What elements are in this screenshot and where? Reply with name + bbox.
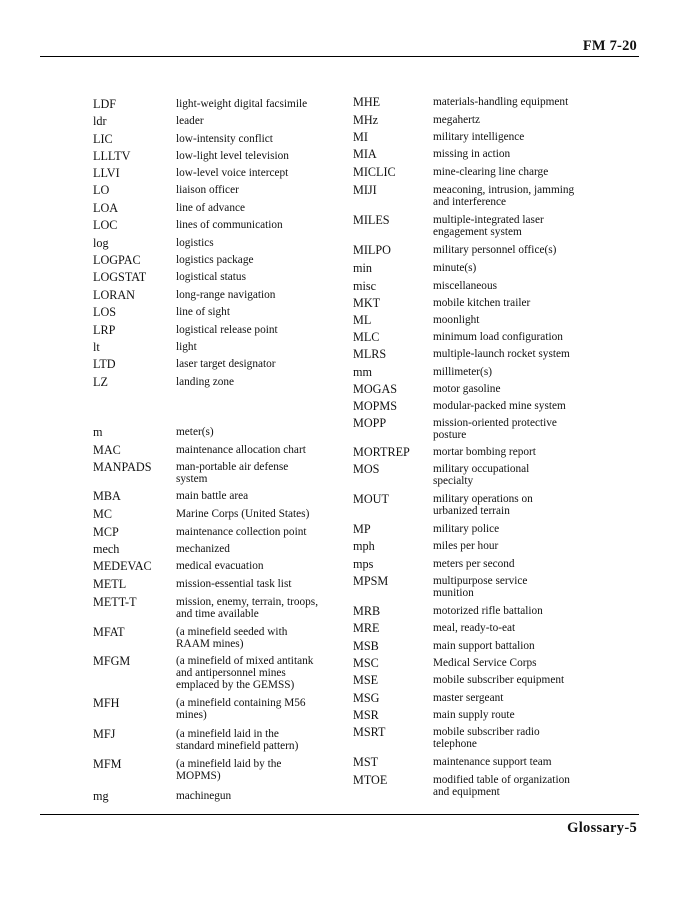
glossary-term: LRP: [93, 323, 116, 337]
glossary-definition: [176, 655, 313, 691]
glossary-definition-line: line of advance: [176, 202, 246, 214]
glossary-definition-line: (a minefield of mixed antitank: [176, 655, 314, 667]
glossary-definition: [433, 96, 568, 108]
glossary-definition: [433, 463, 529, 487]
glossary-term: mps: [353, 557, 374, 571]
glossary-definition: [176, 184, 239, 196]
glossary-definition-line: and time available: [176, 608, 259, 620]
glossary-definition-line: maintenance collection point: [176, 526, 307, 538]
glossary-definition-line: maintenance support team: [433, 756, 552, 768]
glossary-definition-line: master sergeant: [433, 692, 504, 704]
glossary-term: log: [93, 236, 109, 250]
glossary-definition-line: military police: [433, 523, 500, 535]
glossary-definition: [176, 560, 264, 572]
glossary-term: MRB: [353, 604, 381, 618]
glossary-definition: [433, 774, 570, 798]
glossary-definition: [176, 758, 281, 782]
glossary-definition-line: military intelligence: [433, 131, 525, 143]
glossary-definition: [176, 202, 245, 214]
glossary-term: MFH: [93, 696, 120, 710]
glossary-definition-line: materials-handling equipment: [433, 96, 569, 108]
glossary-term: MFGM: [93, 654, 131, 668]
page-footer-label: Glossary-5: [567, 820, 637, 836]
glossary-definition-line: leader: [176, 115, 204, 127]
glossary-definition: [433, 331, 563, 343]
glossary-term: MI: [353, 130, 368, 144]
glossary-definition: [433, 558, 515, 570]
glossary-term: MSRT: [353, 725, 386, 739]
glossary-term: MFM: [93, 757, 122, 771]
glossary-term: LOGPAC: [93, 253, 141, 267]
glossary-term: MSE: [353, 673, 379, 687]
glossary-term: mph: [353, 539, 375, 553]
glossary-term: MFAT: [93, 625, 125, 639]
glossary-definition: [176, 271, 246, 283]
glossary-definition-line: MOPMS): [176, 770, 221, 782]
glossary-definition-line: (a minefield laid in the: [176, 728, 279, 740]
glossary-definition: [433, 383, 500, 395]
glossary-term: LLLTV: [93, 149, 131, 163]
glossary-definition-line: lines of communication: [176, 219, 283, 231]
glossary-term: LLVI: [93, 166, 120, 180]
glossary-definition-line: mine-clearing line charge: [433, 166, 549, 178]
glossary-definition-line: meal, ready-to-eat: [433, 622, 516, 634]
glossary-term: MAC: [93, 443, 121, 457]
glossary-definition: [433, 674, 564, 686]
glossary-term: MLC: [353, 330, 380, 344]
glossary-definition-line: light-weight digital facsimile: [176, 98, 308, 110]
glossary-term: LZ: [93, 375, 108, 389]
glossary-definition-line: mobile subscriber equipment: [433, 674, 565, 686]
glossary-term: MOUT: [353, 492, 389, 506]
glossary-definition-line: logistics: [176, 237, 214, 249]
glossary-definition-line: Medical Service Corps: [433, 657, 537, 669]
glossary-definition: [176, 578, 291, 590]
glossary-definition-line: machinegun: [176, 790, 232, 802]
glossary-definition-line: miles per hour: [433, 540, 499, 552]
glossary-definition-line: modified table of organization: [433, 774, 570, 786]
glossary-term: min: [353, 261, 372, 275]
glossary-definition-line: liaison officer: [176, 184, 239, 196]
glossary-term: MORTREP: [353, 445, 410, 459]
glossary-term: MSG: [353, 691, 380, 705]
glossary-definition-line: mines): [176, 709, 207, 721]
glossary-definition: [433, 214, 544, 238]
glossary-definition-line: Marine Corps (United States): [176, 508, 310, 520]
glossary-definition: [176, 167, 288, 179]
glossary-definition: [433, 417, 557, 441]
glossary-definition-line: mortar bombing report: [433, 446, 536, 458]
glossary-term: MICLIC: [353, 165, 396, 179]
glossary-definition-line: maintenance allocation chart: [176, 444, 306, 456]
glossary-definition: [176, 150, 289, 162]
page-header-title: FM 7-20: [582, 38, 637, 54]
glossary-definition-line: logistics package: [176, 254, 254, 266]
glossary-definition-line: missing in action: [433, 148, 511, 160]
glossary-definition: [176, 98, 307, 110]
glossary-definition-line: low-intensity conflict: [176, 133, 273, 145]
glossary-definition-line: (a minefield laid by the: [176, 758, 282, 770]
glossary-term: MBA: [93, 489, 121, 503]
glossary-definition: [433, 244, 556, 256]
glossary-definition-line: telephone: [433, 738, 477, 750]
glossary-definition: [176, 254, 253, 266]
glossary-term: ldr: [93, 114, 107, 128]
glossary-definition: [433, 262, 476, 274]
glossary-term: MST: [353, 755, 379, 769]
glossary-term: LOS: [93, 305, 117, 319]
glossary-definition: [433, 657, 537, 669]
glossary-definition: [433, 314, 479, 326]
glossary-definition: [176, 358, 276, 370]
glossary-term: MOGAS: [353, 382, 398, 396]
glossary-term: LORAN: [93, 288, 135, 302]
glossary-definition: [433, 166, 548, 178]
glossary-term: MCP: [93, 525, 119, 539]
glossary-definition-line: landing zone: [176, 376, 235, 388]
glossary-term: MEDEVAC: [93, 559, 152, 573]
glossary-definition: [433, 692, 503, 704]
glossary-definition: [433, 726, 540, 750]
glossary-term: MLRS: [353, 347, 387, 361]
glossary-definition-line: (a minefield seeded with: [176, 626, 288, 638]
glossary-term: MHE: [353, 95, 381, 109]
glossary-definition: [433, 280, 497, 292]
glossary-term: MKT: [353, 296, 381, 310]
glossary-term: MTOE: [353, 773, 388, 787]
glossary-term: MPSM: [353, 574, 389, 588]
glossary-definition: [176, 596, 318, 620]
glossary-definition-line: meter(s): [176, 426, 214, 438]
glossary-definition: [433, 622, 515, 634]
glossary-definition-line: low-light level television: [176, 150, 289, 162]
glossary-term: MILPO: [353, 243, 391, 257]
glossary-definition-line: mission-essential task list: [176, 578, 292, 590]
glossary-definition: [433, 297, 530, 309]
glossary-term: MC: [93, 507, 112, 521]
glossary-term: MFJ: [93, 727, 116, 741]
glossary-definition-line: multiple-integrated laser: [433, 214, 544, 226]
glossary-definition-line: miscellaneous: [433, 280, 497, 292]
glossary-definition-line: main battle area: [176, 490, 249, 502]
glossary-term: MRE: [353, 621, 380, 635]
glossary-definition-line: mission-oriented protective: [433, 417, 557, 429]
glossary-definition: [433, 493, 533, 517]
glossary-definition-line: and equipment: [433, 786, 500, 798]
glossary-term: MSB: [353, 639, 379, 653]
glossary-definition: [433, 446, 536, 458]
glossary-definition-line: millimeter(s): [433, 366, 492, 378]
glossary-term: MILES: [353, 213, 390, 227]
glossary-definition: [433, 605, 543, 617]
glossary-definition-line: motor gasoline: [433, 383, 501, 395]
glossary-definition: [176, 543, 230, 555]
glossary-definition-line: meters per second: [433, 558, 515, 570]
glossary-definition: [433, 184, 574, 208]
glossary-term: MOPP: [353, 416, 387, 430]
glossary-definition: [176, 115, 204, 127]
glossary-term: MP: [353, 522, 371, 536]
glossary-definition-line: and interference: [433, 196, 507, 208]
glossary-term: LOA: [93, 201, 119, 215]
glossary-definition-line: long-range navigation: [176, 289, 276, 301]
glossary-definition: [176, 426, 214, 438]
glossary-definition-line: mobile kitchen trailer: [433, 297, 531, 309]
glossary-definition-line: military operations on: [433, 493, 533, 505]
glossary-definition: [176, 461, 288, 485]
glossary-definition-line: mission, enemy, terrain, troops,: [176, 596, 319, 608]
glossary-definition-line: moonlight: [433, 314, 480, 326]
glossary-definition-line: multiple-launch rocket system: [433, 348, 570, 360]
glossary-term: MHz: [353, 113, 379, 127]
glossary-definition-line: standard minefield pattern): [176, 740, 299, 752]
glossary-definition-line: meaconing, intrusion, jamming: [433, 184, 575, 196]
glossary-definition: [176, 341, 197, 353]
glossary-definition-line: light: [176, 341, 197, 353]
glossary-definition-line: megahertz: [433, 114, 481, 126]
glossary-term: ML: [353, 313, 372, 327]
glossary-definition-line: low-level voice intercept: [176, 167, 289, 179]
glossary-definition-line: urbanized terrain: [433, 505, 510, 517]
glossary-definition-line: modular-packed mine system: [433, 400, 566, 412]
glossary-definition-line: military occupational: [433, 463, 530, 475]
glossary-term: mg: [93, 789, 109, 803]
glossary-definition: [176, 324, 278, 336]
glossary-definition-line: medical evacuation: [176, 560, 264, 572]
glossary-term: MANPADS: [93, 460, 152, 474]
glossary-definition: [433, 148, 510, 160]
glossary-definition-line: multipurpose service: [433, 575, 528, 587]
glossary-definition: [433, 523, 499, 535]
glossary-term: MSR: [353, 708, 379, 722]
glossary-definition: [176, 508, 309, 520]
glossary-definition-line: mobile subscriber radio: [433, 726, 540, 738]
glossary-definition: [433, 366, 492, 378]
glossary-term: LTD: [93, 357, 116, 371]
glossary-term: mech: [93, 542, 120, 556]
glossary-term: misc: [353, 279, 377, 293]
glossary-definition-line: specialty: [433, 475, 474, 487]
glossary-definition-line: man-portable air defense: [176, 461, 289, 473]
glossary-definition: [433, 575, 527, 599]
glossary-definition-line: (a minefield containing M56: [176, 697, 306, 709]
glossary-definition: [176, 790, 231, 802]
glossary-term: mm: [353, 365, 372, 379]
glossary-term: MSC: [353, 656, 379, 670]
glossary-term: LOGSTAT: [93, 270, 147, 284]
glossary-definition: [433, 540, 498, 552]
glossary-definition-line: posture: [433, 429, 467, 441]
glossary-definition-line: engagement system: [433, 226, 522, 238]
header-rule: [40, 56, 639, 57]
glossary-definition: [176, 289, 275, 301]
glossary-definition-line: munition: [433, 587, 474, 599]
glossary-definition: [433, 756, 552, 768]
glossary-term: METT-T: [93, 595, 137, 609]
glossary-definition-line: motorized rifle battalion: [433, 605, 543, 617]
glossary-definition-line: mechanized: [176, 543, 230, 555]
glossary-definition-line: main supply route: [433, 709, 515, 721]
glossary-term: LIC: [93, 132, 113, 146]
glossary-definition: [433, 400, 566, 412]
glossary-definition: [433, 114, 480, 126]
glossary-definition: [433, 640, 535, 652]
glossary-definition-line: minimum load configuration: [433, 331, 563, 343]
glossary-definition: [176, 237, 214, 249]
glossary-term: LOC: [93, 218, 118, 232]
glossary-term: m: [93, 425, 103, 439]
glossary-definition-line: system: [176, 473, 208, 485]
glossary-definition: [176, 697, 306, 721]
glossary-definition: [176, 306, 230, 318]
glossary-definition: [176, 219, 283, 231]
glossary-definition: [433, 131, 524, 143]
glossary-term: LO: [93, 183, 110, 197]
glossary-definition-line: line of sight: [176, 306, 230, 318]
glossary-definition-line: laser target designator: [176, 358, 276, 370]
glossary-definition-line: logistical release point: [176, 324, 278, 336]
glossary-term: MOPMS: [353, 399, 398, 413]
glossary-definition-line: main support battalion: [433, 640, 535, 652]
glossary-definition: [176, 626, 287, 650]
glossary-definition-line: logistical status: [176, 271, 246, 283]
glossary-term: METL: [93, 577, 127, 591]
glossary-term: lt: [93, 340, 100, 354]
glossary-definition: [433, 709, 515, 721]
glossary-definition: [176, 376, 234, 388]
glossary-term: MIJI: [353, 183, 377, 197]
glossary-definition-line: military personnel office(s): [433, 244, 557, 256]
footer-rule: [40, 814, 639, 815]
glossary-definition-line: minute(s): [433, 262, 477, 274]
glossary-definition: [176, 526, 307, 538]
glossary-definition: [176, 728, 298, 752]
glossary-definition-line: and antipersonnel mines: [176, 667, 286, 679]
glossary-definition-line: RAAM mines): [176, 638, 244, 650]
glossary-term: MOS: [353, 462, 380, 476]
glossary-term: LDF: [93, 97, 117, 111]
glossary-term: MIA: [353, 147, 377, 161]
glossary-definition: [433, 348, 570, 360]
glossary-definition: [176, 490, 248, 502]
glossary-definition: [176, 133, 273, 145]
glossary-definition: [176, 444, 306, 456]
glossary-definition-line: emplaced by the GEMSS): [176, 679, 295, 691]
